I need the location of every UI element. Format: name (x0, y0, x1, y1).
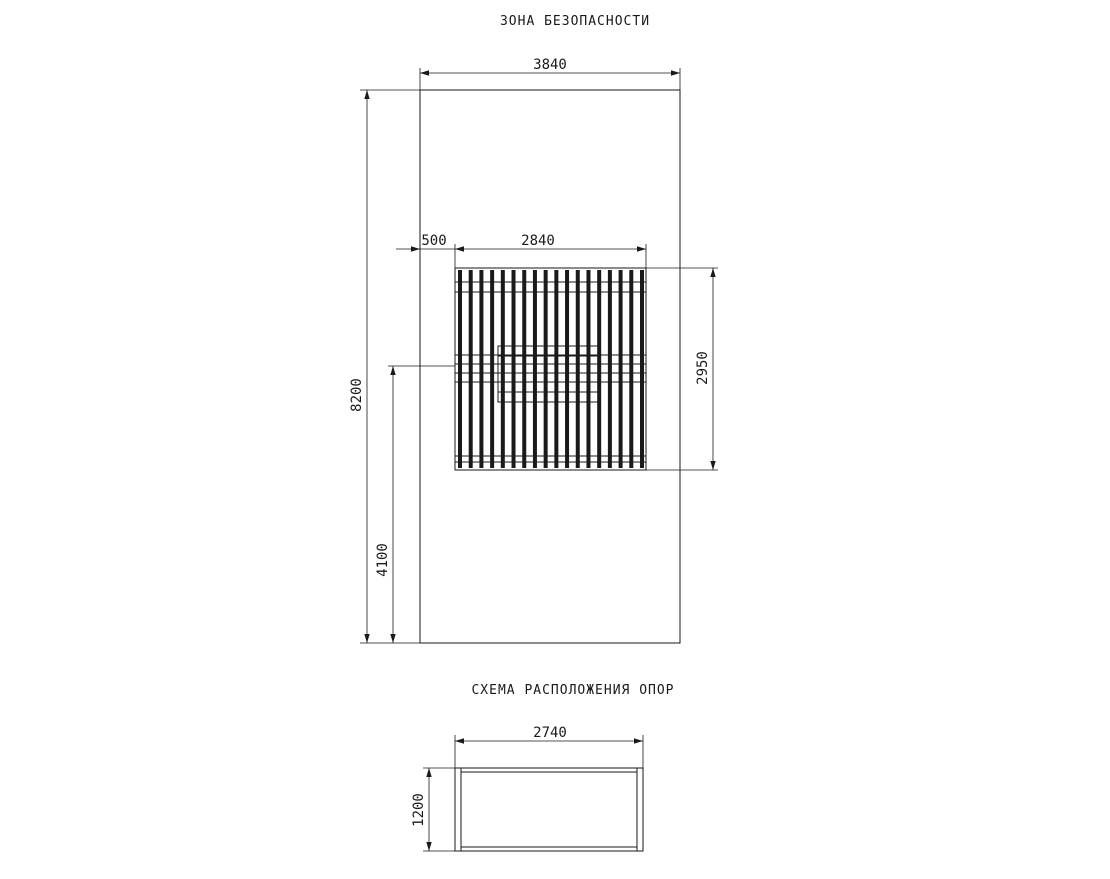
support-outline (455, 768, 643, 851)
pergola-slat (458, 270, 462, 468)
dimension-pergola-depth (646, 268, 718, 470)
dimension-support-depth-label: 1200 (411, 793, 427, 827)
pergola-slat (479, 270, 483, 468)
dimension-top-chain (396, 233, 646, 268)
support-post-left (455, 768, 461, 851)
dimension-zone-width (420, 57, 680, 90)
pergola-slat (597, 270, 601, 468)
pergola-slat (490, 270, 494, 468)
dimension-support-width (455, 725, 643, 768)
pergola-slat (544, 270, 548, 468)
pergola-slat (608, 270, 612, 468)
pergola-top-view (455, 268, 646, 470)
pergola-slat (533, 270, 537, 468)
dimension-support-depth (411, 768, 455, 851)
safety-zone-title: ЗОНА БЕЗОПАСНОСТИ (499, 14, 651, 29)
dimension-zone-width-label: 3840 (533, 57, 567, 73)
pergola-slat (640, 270, 644, 468)
dimension-support-width-label: 2740 (533, 725, 567, 741)
pergola-slat (576, 270, 580, 468)
dimension-zone-height-label: 8200 (349, 378, 365, 412)
support-layout (455, 768, 643, 851)
dimension-offset-bottom-label: 4100 (375, 543, 391, 577)
pergola-slat (586, 270, 590, 468)
pergola-slat (512, 270, 516, 468)
dimension-pergola-depth-label: 2950 (695, 351, 711, 385)
pergola-slat (522, 270, 526, 468)
pergola-slat (619, 270, 623, 468)
dimension-pergola-width-label: 2840 (521, 233, 555, 249)
pergola-slat (469, 270, 473, 468)
dimension-offset-bottom (375, 366, 455, 643)
dimension-offset-left-label: 500 (421, 233, 447, 249)
support-post-right (637, 768, 643, 851)
support-scheme-title: СХЕМА РАСПОЛОЖЕНИЯ ОПОР (471, 683, 675, 698)
pergola-slat (501, 270, 505, 468)
pergola-frame (455, 268, 646, 470)
pergola-slat (554, 270, 558, 468)
pergola-slat (565, 270, 569, 468)
pergola-slat (629, 270, 633, 468)
